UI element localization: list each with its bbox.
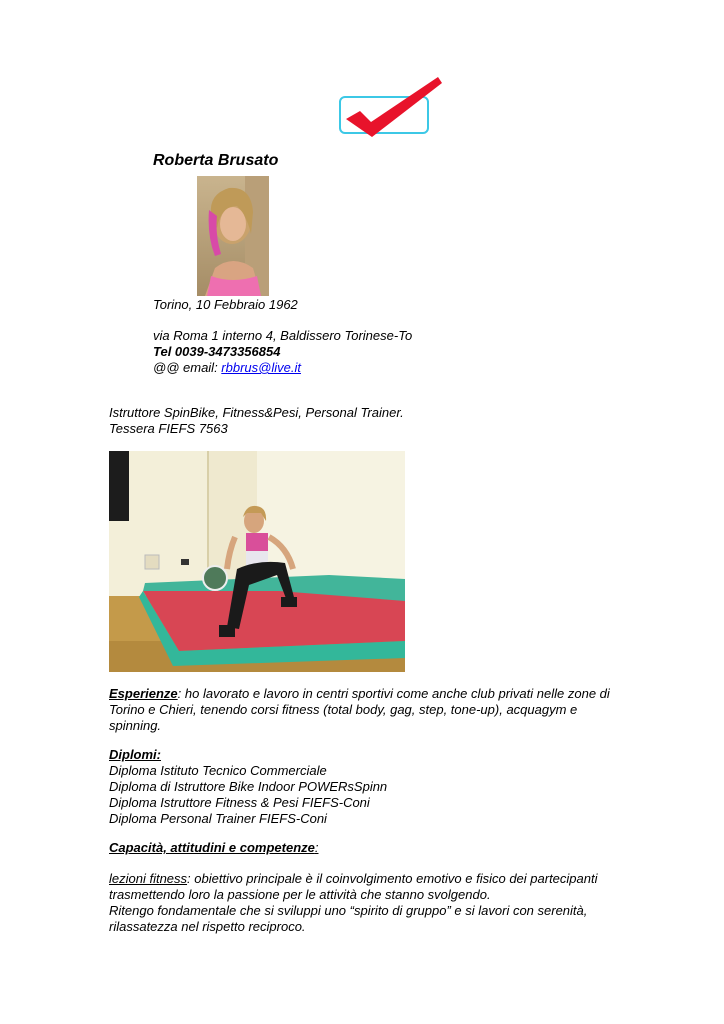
experience-heading: Esperienze [109, 686, 178, 701]
lessons-paragraph [109, 871, 629, 935]
birth-info: Torino, 10 Febbraio 1962 [153, 297, 298, 312]
portrait-photo [197, 176, 269, 296]
skills-heading-line [109, 840, 319, 856]
role-line: Istruttore SpinBike, Fitness&Pesi, Personal Trainer. [109, 405, 404, 420]
gym-photo [109, 451, 405, 672]
diploma-item: Diploma di Istruttore Bike Indoor POWERsSpinn [109, 779, 388, 794]
person-name: Roberta Brusato [153, 152, 279, 169]
membership-card: Tessera FIEFS 7563 [109, 421, 228, 436]
address: via Roma 1 interno 4, Baldissero Torinese-To [153, 328, 413, 343]
diploma-item: Diploma Istruttore Fitness & Pesi FIEFS-Coni [109, 795, 370, 810]
experience-text: : ho lavorato e lavoro in centri sportivi come anche club privati nelle zone di Torino e Chieri, tenendo corsi fitness (total body, gag, step, tone-up), acquagym e spinning. [109, 686, 610, 733]
email-line [153, 360, 301, 376]
diploma-item: Diploma Istituto Tecnico Commerciale [109, 763, 327, 778]
skills-heading-suffix: : [314, 840, 319, 855]
diploma-item: Diploma Personal Trainer FIEFS-Coni [109, 811, 327, 826]
red-checkmark-logo-icon [338, 75, 443, 137]
diplomas-section [109, 747, 619, 827]
closing-text: Ritengo fondamentale che si sviluppi uno “spirito di gruppo” e si lavori con serenità, rilassatezza nel rispetto reciproco. [109, 903, 588, 934]
diplomas-heading: Diplomi: [109, 747, 161, 762]
email-link[interactable]: rbbrus@live.it [221, 360, 301, 375]
experience-paragraph [109, 686, 619, 734]
lessons-label: lezioni fitness [109, 871, 188, 886]
email-prefix: @@ email: [153, 360, 222, 375]
skills-heading: Capacità, attitudini e competenze [109, 840, 315, 855]
phone-number: Tel 0039-3473356854 [153, 344, 281, 359]
lessons-text: : obiettivo principale è il coinvolgimento emotivo e fisico dei partecipanti trasmettendo loro la passione per le attività che stanno svolgendo. [109, 871, 598, 902]
